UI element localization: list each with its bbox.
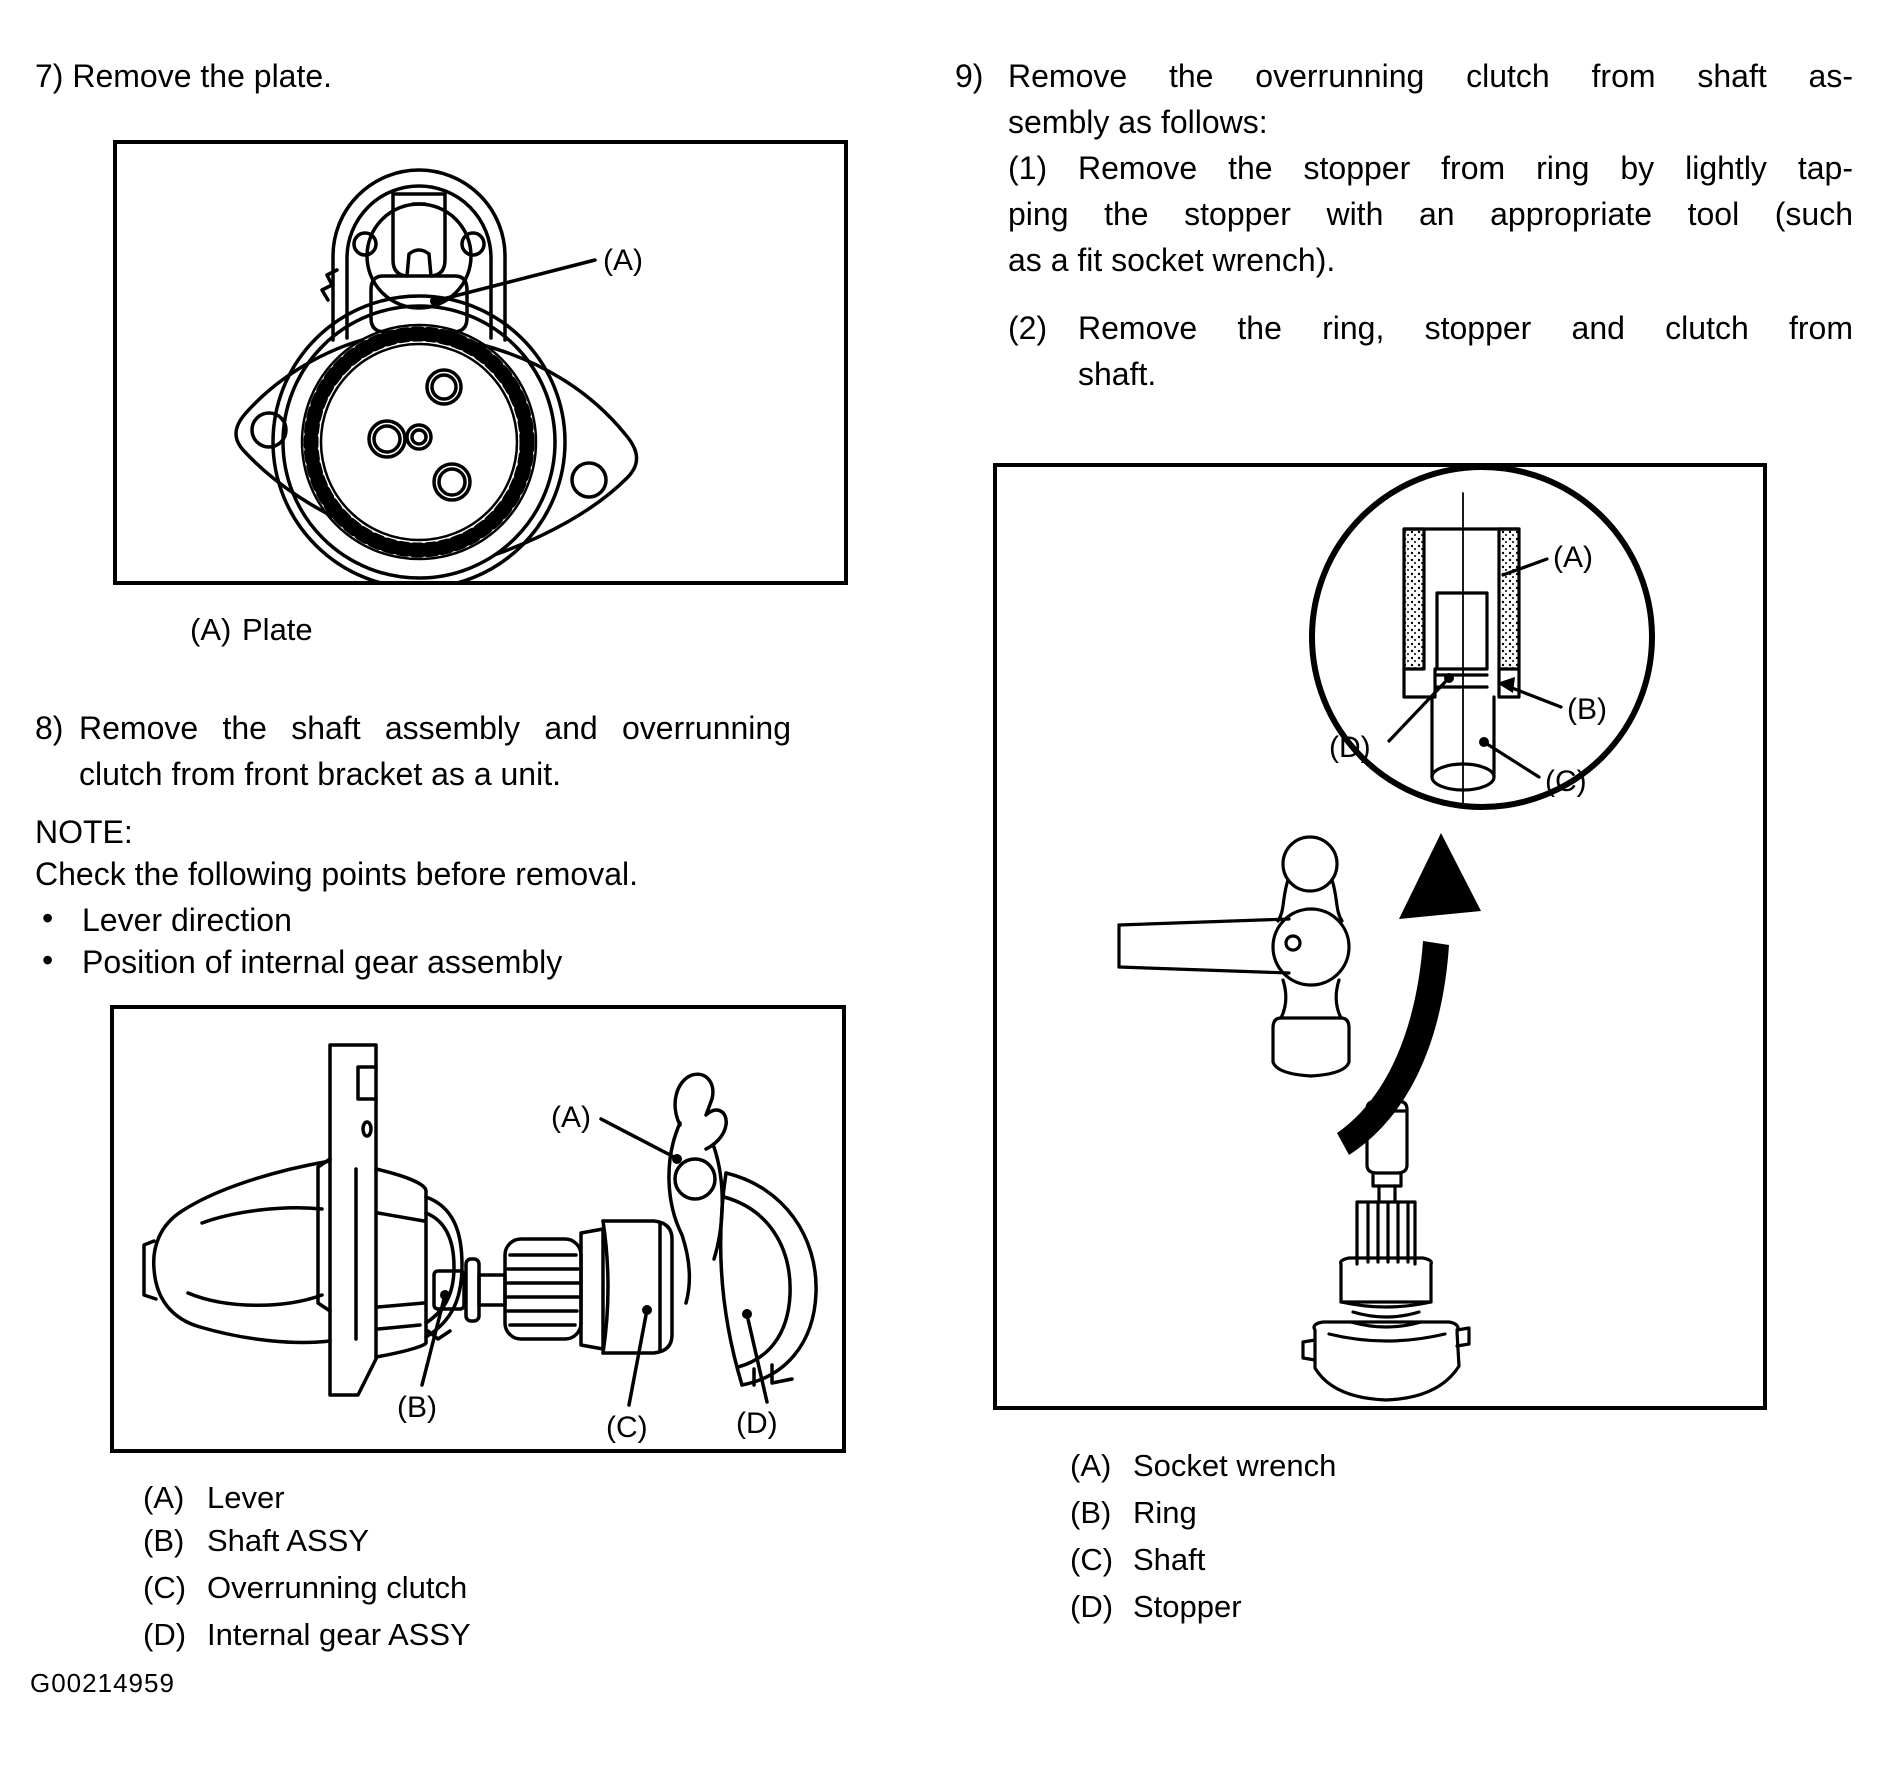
solenoid-bore [367, 204, 471, 308]
hammer-ball-peen [1283, 837, 1337, 891]
step-8-number: 8) [35, 710, 64, 746]
leader-line-d [1389, 680, 1447, 741]
stopper-part [1437, 593, 1487, 669]
substep-1-line2: ping the stopper with an appropriate tool (such [1008, 196, 1853, 232]
fig3-label-a: (A) [1553, 541, 1593, 574]
starter-front-view-drawing [117, 144, 844, 581]
note-bullet-1: Lever direction [82, 902, 292, 938]
clutch-drum [1341, 1258, 1432, 1302]
fig3-legend-val-b: Ring [1133, 1495, 1197, 1530]
fig3-legend-key-b: (B) [1070, 1495, 1112, 1530]
step-9-line2: sembly as follows: [1008, 104, 1268, 140]
fig2-legend-key-c: (C) [143, 1570, 187, 1605]
figure-stopper-tapping [993, 463, 1767, 1410]
fig2-legend-key-d: (D) [143, 1617, 187, 1652]
substep-2-line2: shaft. [1078, 356, 1157, 392]
step-8-line1: Remove the shaft assembly and overrunning [79, 710, 791, 746]
fig2-legend-key-a: (A) [143, 1480, 185, 1515]
bullet-icon: • [42, 900, 54, 936]
figure-code: G00214959 [30, 1668, 175, 1698]
note-body: Check the following points before removal. [35, 856, 638, 892]
figure-shaft-assembly [110, 1005, 846, 1453]
step-7-heading: 7) Remove the plate. [35, 58, 333, 94]
fig1-caption-value: Plate [242, 612, 313, 647]
lever-part [675, 1074, 726, 1149]
fig2-legend-val-b: Shaft ASSY [207, 1523, 369, 1558]
hammer-handle [1119, 919, 1289, 925]
fig2-legend-key-b: (B) [143, 1523, 185, 1558]
leader-line-a [601, 1119, 674, 1157]
pinion-splines [1357, 1202, 1415, 1264]
fig3-label-d: (D) [1329, 731, 1371, 764]
socket-wall-right [1499, 529, 1519, 669]
bullet-icon: • [42, 942, 54, 978]
direction-arrow [1337, 941, 1449, 1155]
substep-1-line1: Remove the stopper from ring by lightly tap- [1078, 150, 1853, 186]
fig2-label-b: (B) [397, 1391, 437, 1424]
socket-wall-left [1404, 529, 1424, 669]
fig3-legend-key-d: (D) [1070, 1589, 1114, 1624]
fig3-legend-val-d: Stopper [1133, 1589, 1242, 1624]
substep-2-line1: Remove the ring, stopper and clutch from [1078, 310, 1853, 346]
substep-1-line3: as a fit socket wrench). [1008, 242, 1336, 278]
fig3-label-c: (C) [1545, 765, 1587, 798]
figure-plate-removal [113, 140, 848, 585]
fig3-legend-key-c: (C) [1070, 1542, 1114, 1577]
step-9-number: 9) [955, 58, 984, 94]
fig2-legend-val-c: Overrunning clutch [207, 1570, 468, 1605]
fig1-label-a: (A) [603, 244, 643, 277]
fig2-label-d: (D) [736, 1407, 778, 1440]
flange-ear-hole-right [572, 463, 606, 497]
note-title: NOTE: [35, 814, 133, 850]
pinion-base [1314, 1322, 1459, 1400]
note-bullet-2: Position of internal gear assembly [82, 944, 563, 980]
step-9-line1: Remove the overrunning clutch from shaft as- [1008, 58, 1853, 94]
gear-teeth [311, 334, 527, 550]
fig2-label-c: (C) [606, 1411, 648, 1444]
fig2-legend-val-a: Lever [207, 1480, 285, 1515]
hammer-cheek [1273, 909, 1349, 985]
fig3-label-b: (B) [1567, 693, 1607, 726]
fig2-label-a: (A) [551, 1101, 591, 1134]
fig3-legend-key-a: (A) [1070, 1448, 1112, 1483]
step-8-line2: clutch from front bracket as a unit. [79, 756, 561, 792]
fig2-legend-val-d: Internal gear ASSY [207, 1617, 471, 1652]
plate-part [371, 276, 467, 332]
fig1-caption-key: (A) [190, 612, 232, 647]
motor-housing [154, 1161, 330, 1342]
flange-ear-hole-left [252, 413, 286, 447]
stopper-tapping-drawing [997, 467, 1763, 1406]
shaft-assembly-drawing [114, 1009, 842, 1449]
stopper-flange [1404, 669, 1435, 697]
fig3-legend-val-a: Socket wrench [1133, 1448, 1337, 1483]
substep-1-number: (1) [1008, 150, 1048, 186]
substep-2-number: (2) [1008, 310, 1048, 346]
internal-gear-part [726, 1173, 816, 1385]
leader-line-c [629, 1315, 646, 1405]
hammer-face [1273, 1018, 1349, 1076]
fig3-legend-val-c: Shaft [1133, 1542, 1206, 1577]
